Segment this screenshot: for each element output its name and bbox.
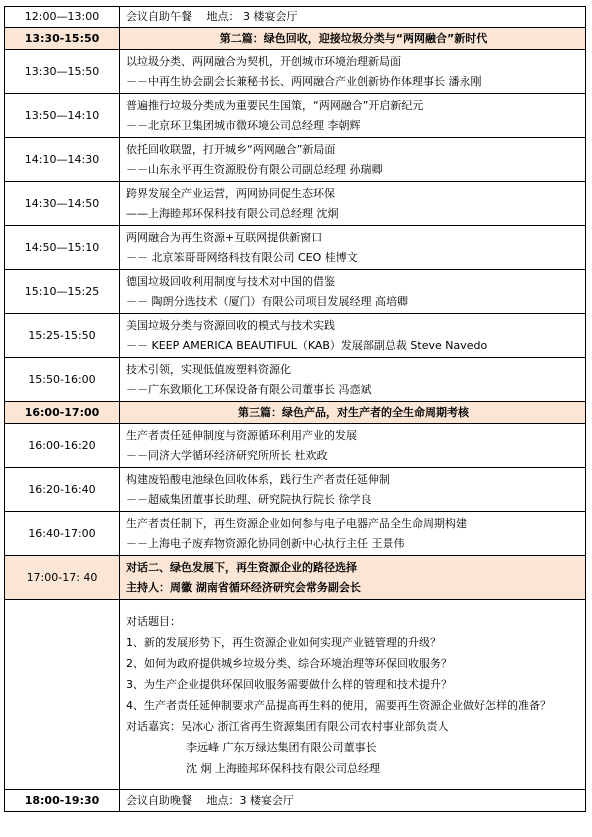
section-title: 第二篇：绿色回收，迎接垃圾分类与“两网融合”新时代 (120, 28, 586, 50)
talk-title: 生产者责任制下，再生资源企业如何参与电子电器产品全生命周期构建 (126, 516, 467, 530)
table-row (5, 790, 586, 812)
topic-item: 3、为生产企业提供环保回收服务需要做什么样的管理和技术提升？ (126, 677, 452, 691)
time-cell: 12:00—13:00 (5, 7, 120, 28)
content-cell (120, 358, 586, 402)
time-cell: 16:00-16:20 (5, 424, 120, 468)
content-cell (120, 424, 586, 468)
time-cell: 14:30—14:50 (5, 182, 120, 226)
content-cell (120, 600, 586, 790)
guest-line: 李远峰 广东万绿达集团有限公司董事长 (186, 740, 377, 754)
speaker-line: －－同济大学循环经济研究所所长 杜欢政 (126, 448, 328, 462)
talk-title: 两网融合为再生资源+互联网提供新窗口 (126, 230, 323, 244)
speaker-line: －－中再生协会副会长兼秘书长、两网融合产业创新协作体理事长 潘永刚 (126, 74, 482, 88)
content-cell (120, 270, 586, 314)
speaker-line: －－超威集团董事长助理、研究院执行院长 徐学良 (126, 492, 372, 506)
time-cell: 15:50-16:00 (5, 358, 120, 402)
speaker-line: －－北京环卫集团城市微环境公司总经理 李朝辉 (126, 118, 361, 132)
content-cell (120, 556, 586, 600)
table-row (5, 182, 586, 226)
section-title: 第三篇：绿色产品，对生产者的全生命周期考核 (120, 402, 586, 424)
talk-title: 构建废铅酸电池绿色回收体系，践行生产者责任延伸制 (126, 472, 390, 486)
speaker-line: －－ 北京笨哥哥网络科技有限公司 CEO 桂博文 (126, 250, 358, 264)
talk-title: 普遍推行垃圾分类成为重要民生国策，“两网融合”开启新纪元 (126, 98, 424, 112)
dialogue-header-row (5, 556, 586, 600)
speaker-line: －－ KEEP AMERICA BEAUTIFUL（KAB）发展部副总裁 Steve Navedo (126, 338, 488, 352)
table-row (5, 424, 586, 468)
content-line: 会议自助晚餐 地点：3 楼宴会厅 (126, 793, 294, 807)
talk-title: 德国垃圾回收利用制度与技术对中国的借鉴 (126, 274, 335, 288)
table-row (5, 7, 586, 28)
host-line: 主持人：周徽 湖南省循环经济研究会常务副会长 (126, 580, 361, 594)
table-row (5, 468, 586, 512)
content-line: 会议自助午餐 地点： 3 楼宴会厅 (126, 10, 298, 23)
schedule-table (4, 6, 586, 812)
content-cell (120, 138, 586, 182)
talk-title: 跨界发展全产业运营，两网协同促生态环保 (126, 186, 335, 200)
time-cell (5, 600, 120, 790)
guest-line: 对话嘉宾：吴冰心 浙江省再生资源集团有限公司农村事业部负责人 (126, 719, 449, 733)
time-cell: 16:40-17:00 (5, 512, 120, 556)
time-cell: 16:00-17:00 (5, 402, 120, 424)
content-cell (120, 468, 586, 512)
content-cell (120, 50, 586, 94)
content-cell (120, 790, 586, 812)
content-cell (120, 7, 586, 28)
table-row (5, 512, 586, 556)
section-header-row (5, 402, 586, 424)
time-cell: 17:00-17: 40 (5, 556, 120, 600)
time-cell: 15:10—15:25 (5, 270, 120, 314)
dialogue-title: 对话二、绿色发展下，再生资源企业的路径选择 (126, 560, 357, 574)
time-cell: 14:50—15:10 (5, 226, 120, 270)
time-cell: 15:25-15:50 (5, 314, 120, 358)
table-row (5, 94, 586, 138)
content-cell (120, 182, 586, 226)
speaker-line: －－山东永平再生资源股份有限公司副总经理 孙瑞卿 (126, 162, 383, 176)
topics-heading: 对话题目： (126, 614, 181, 628)
table-row (5, 270, 586, 314)
speaker-line: －－上海电子废弃物资源化协同创新中心执行主任 王景伟 (126, 536, 405, 550)
content-cell (120, 226, 586, 270)
topic-item: 1、新的发展形势下，再生资源企业如何实现产业链管理的升级？ (126, 635, 441, 649)
section-header-row (5, 28, 586, 50)
time-cell: 13:50—14:10 (5, 94, 120, 138)
content-cell (120, 94, 586, 138)
content-cell (120, 512, 586, 556)
time-cell: 16:20-16:40 (5, 468, 120, 512)
speaker-line: －－广东致顺化工环保设备有限公司董事长 冯悫斌 (126, 382, 372, 396)
speaker-line: ——上海睦邦环保科技有限公司总经理 沈炯 (126, 206, 339, 220)
topic-item: 2、如何为政府提供城乡垃圾分类、综合环境治理等环保回收服务？ (126, 656, 452, 670)
table-row (5, 226, 586, 270)
talk-title: 依托回收联盟，打开城乡“两网融合”新局面 (126, 142, 336, 156)
table-row (5, 358, 586, 402)
speaker-line: －－ 陶朗分选技术（厦门）有限公司项目发展经理 高培卿 (126, 294, 408, 308)
talk-title: 美国垃圾分类与资源回收的模式与技术实践 (126, 318, 335, 332)
table-row (5, 314, 586, 358)
time-cell: 18:00-19:30 (5, 790, 120, 812)
guest-line: 沈 炯 上海睦邦环保科技有限公司总经理 (186, 761, 380, 775)
topic-item: 4、生产者责任延伸制要求产品提高再生料的使用，需要再生资源企业做好怎样的准备？ (126, 698, 551, 712)
table-row (5, 50, 586, 94)
talk-title: 以垃圾分类、两网融合为契机，开创城市环境治理新局面 (126, 54, 401, 68)
talk-title: 生产者责任延伸制度与资源循环利用产业的发展 (126, 428, 357, 442)
time-cell: 13:30-15:50 (5, 28, 120, 50)
dialogue-detail-row (5, 600, 586, 790)
time-cell: 14:10—14:30 (5, 138, 120, 182)
talk-title: 技术引领，实现低值废塑料资源化 (126, 362, 291, 376)
table-row (5, 138, 586, 182)
content-cell (120, 314, 586, 358)
time-cell: 13:30—15:50 (5, 50, 120, 94)
